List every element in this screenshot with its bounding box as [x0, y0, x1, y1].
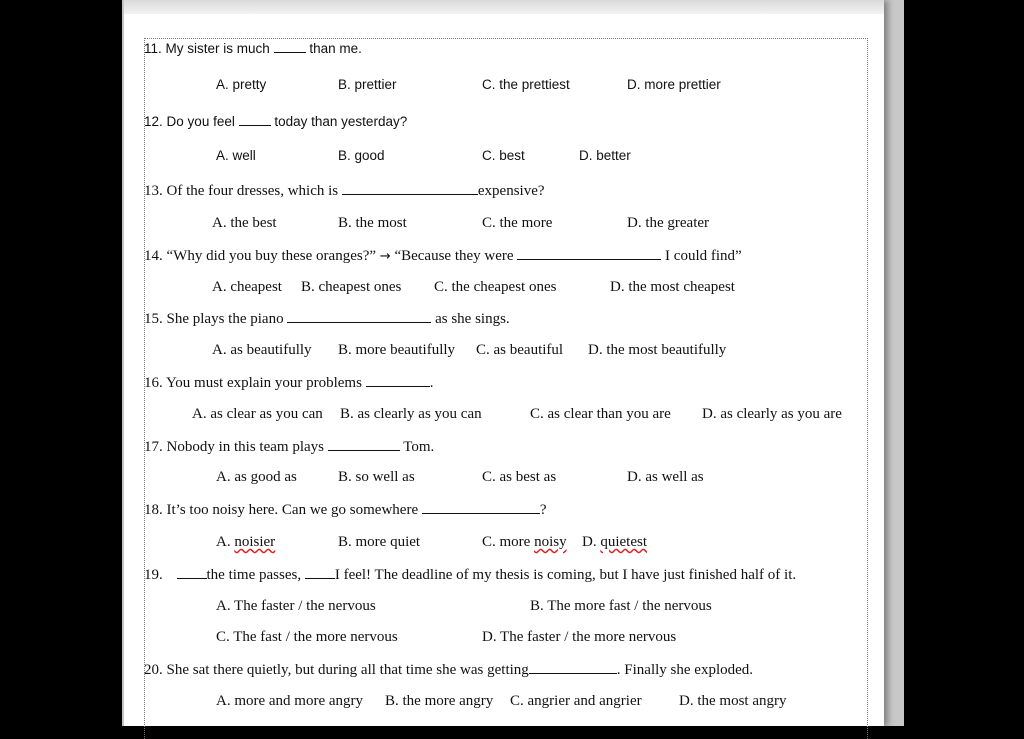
question-text: Tom.: [403, 439, 435, 455]
option-13-a: A. the best: [212, 215, 277, 231]
option-18-b: B. more quiet: [338, 534, 421, 550]
option-15-c: C. as beautiful: [476, 342, 564, 358]
option-11-a: A. pretty: [216, 77, 267, 92]
option-14-a: A. cheapest: [212, 279, 282, 295]
page-top-edge: [124, 0, 884, 14]
question-text: You must explain your problems: [165, 375, 362, 391]
question-number: 18.: [144, 502, 163, 518]
question-15: [144, 309, 510, 328]
answer-blank: [366, 373, 430, 387]
question-text: .: [429, 375, 434, 391]
answer-blank: [422, 500, 540, 514]
document-page: [124, 0, 884, 726]
option-14-c: C. the cheapest ones: [434, 279, 557, 295]
answer-blank: [328, 437, 400, 451]
option-11-d: D. more prettier: [627, 77, 721, 92]
option-12-b: B. good: [338, 148, 385, 163]
question-19: [144, 565, 796, 584]
option-19-a: A. The faster / the nervous: [216, 598, 376, 614]
question-number: 13.: [144, 183, 163, 199]
answer-blank: [177, 565, 207, 579]
question-number: 11.: [144, 41, 162, 56]
option-text: C. more: [482, 534, 535, 550]
question-14: [144, 246, 742, 266]
option-18-c: [482, 533, 567, 551]
option-15-d: D. the most beautifully: [588, 342, 727, 358]
question-17: [144, 437, 434, 456]
option-16-c: C. as clear than you are: [530, 406, 671, 422]
question-text: “Why did you buy these oranges?”: [166, 248, 377, 264]
arrow-right-icon: →: [379, 249, 391, 264]
option-17-b: B. so well as: [338, 469, 415, 485]
question-text: . Finally she exploded.: [616, 662, 754, 678]
option-12-d: D. better: [579, 148, 631, 163]
option-17-d: D. as well as: [627, 469, 704, 485]
option-20-c: C. angrier and angrier: [510, 693, 642, 709]
option-19-d: D. The faster / the more nervous: [482, 629, 677, 645]
question-number: 15.: [144, 311, 163, 327]
answer-blank: [274, 39, 306, 53]
option-16-d: D. as clearly as you are: [702, 406, 842, 422]
option-13-b: B. the most: [338, 215, 407, 231]
option-19-c: C. The fast / the more nervous: [216, 629, 398, 645]
question-text: “Because they were: [394, 248, 514, 264]
misspelled-word: quietest: [600, 534, 647, 550]
question-20: [144, 660, 753, 679]
misspelled-word: noisy: [534, 534, 567, 550]
question-number: 12.: [144, 114, 163, 129]
option-19-b: B. The more fast / the nervous: [530, 598, 712, 614]
option-17-c: C. as best as: [482, 469, 557, 485]
question-text: as she sings.: [435, 311, 510, 327]
question-11: [144, 39, 362, 58]
question-text: I could find”: [665, 248, 742, 264]
question-text: Nobody in this team plays: [166, 439, 324, 455]
option-11-c: C. the prettiest: [482, 77, 570, 92]
question-text: Of the four dresses, which is: [166, 183, 339, 199]
question-text: the time passes,: [206, 567, 302, 583]
option-20-d: D. the most angry: [679, 693, 787, 709]
misspelled-word: noisier: [234, 534, 276, 550]
question-text: Do you feel: [166, 114, 235, 129]
option-letter: A.: [216, 534, 235, 550]
question-number: 17.: [144, 439, 163, 455]
option-letter: D.: [582, 534, 601, 550]
option-18-a: [216, 533, 275, 551]
answer-blank: [239, 112, 271, 126]
question-number: 20.: [144, 662, 163, 678]
answer-blank: [305, 565, 335, 579]
question-number: 16.: [144, 375, 163, 391]
question-text: It’s too noisy here. Can we go somewhere: [166, 502, 419, 518]
answer-blank: [517, 246, 661, 260]
question-text: ?: [539, 502, 547, 518]
question-number: 14.: [144, 248, 163, 264]
option-11-b: B. prettier: [338, 77, 397, 92]
question-text: My sister is much: [165, 41, 270, 56]
option-20-b: B. the more angry: [385, 693, 494, 709]
question-18: [144, 500, 547, 519]
question-text: than me.: [309, 41, 362, 56]
option-14-d: D. the most cheapest: [610, 279, 735, 295]
question-number: 19.: [144, 567, 163, 583]
answer-blank: [287, 309, 431, 323]
question-text: She plays the piano: [166, 311, 284, 327]
question-text: I feel! The deadline of my thesis is coming, but I have just finished half of it.: [334, 567, 797, 583]
option-17-a: A. as good as: [216, 469, 297, 485]
option-12-c: C. best: [482, 148, 525, 163]
question-text: She sat there quietly, but during all that time she was getting: [166, 662, 529, 678]
question-text: today than yesterday?: [274, 114, 408, 129]
option-12-a: A. well: [216, 148, 256, 163]
option-16-a: A. as clear as you can: [192, 406, 323, 422]
option-20-a: A. more and more angry: [216, 693, 364, 709]
option-15-a: A. as beautifully: [212, 342, 312, 358]
question-16: [144, 373, 433, 392]
question-13: [144, 181, 545, 200]
answer-blank: [342, 181, 478, 195]
question-12: [144, 112, 407, 131]
option-18-d: [582, 533, 647, 551]
option-13-d: D. the greater: [627, 215, 710, 231]
question-text: expensive?: [477, 183, 545, 199]
option-16-b: B. as clearly as you can: [340, 406, 482, 422]
option-14-b: B. cheapest ones: [301, 279, 402, 295]
option-13-c: C. the more: [482, 215, 553, 231]
option-15-b: B. more beautifully: [338, 342, 456, 358]
answer-blank: [529, 660, 617, 674]
